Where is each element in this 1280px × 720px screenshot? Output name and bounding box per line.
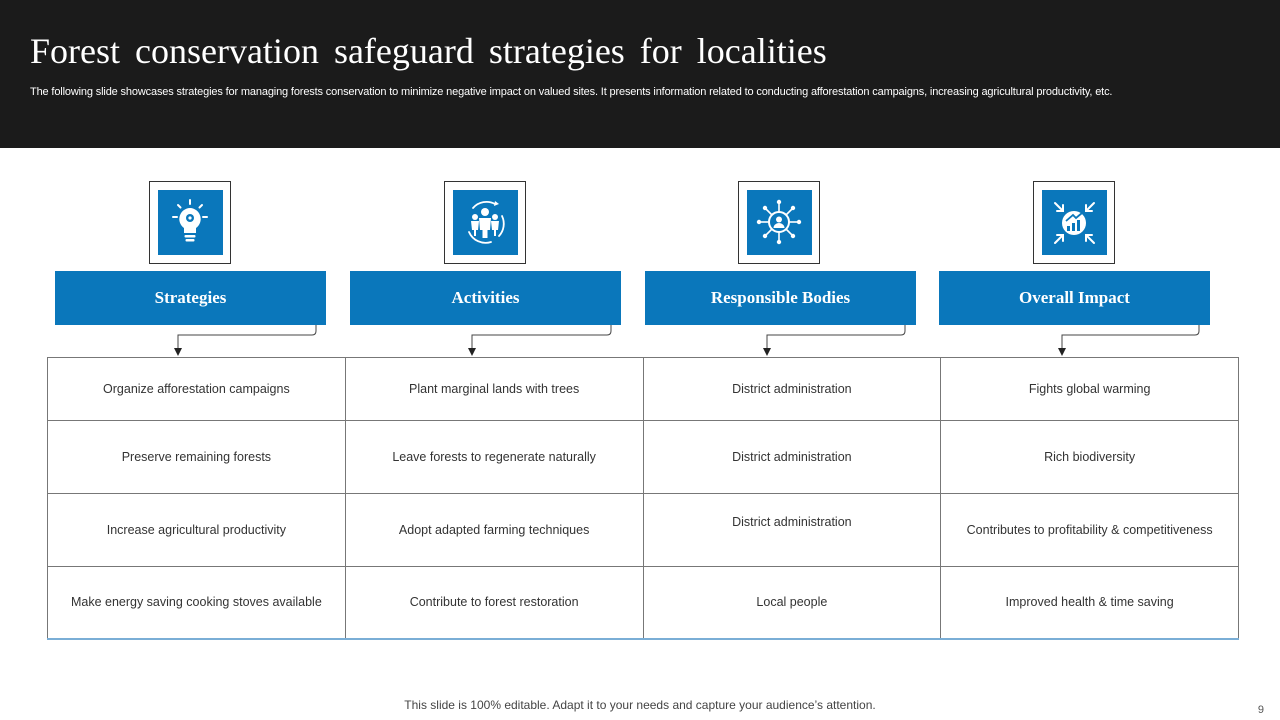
- strategies-icon-box: [149, 181, 231, 264]
- table-cell: Rich biodiversity: [941, 421, 1239, 494]
- table-cell: Increase agricultural productivity: [48, 494, 346, 567]
- overall-impact-icon-box: [1033, 181, 1115, 264]
- slide-subtitle: The following slide showcases strategies for managing forests conservation to minimize negative impact on valued sites. It presents information related to conducting afforestation campaigns, increasing agricultural productivity, etc.: [30, 86, 1113, 98]
- table-row: [48, 494, 1239, 567]
- column-header-strategies: Strategies: [55, 271, 326, 325]
- table-cell: Organize afforestation campaigns: [48, 358, 346, 421]
- network-person-icon: [747, 190, 812, 255]
- team-cycle-icon: [453, 190, 518, 255]
- table-cell: Contributes to profitability & competitiveness: [941, 494, 1239, 567]
- table-cell: Make energy saving cooking stoves available: [48, 567, 346, 639]
- table-cell: Preserve remaining forests: [48, 421, 346, 494]
- lightbulb-gear-icon: [158, 190, 223, 255]
- column-header-activities: Activities: [350, 271, 621, 325]
- table-cell: Contribute to forest restoration: [345, 567, 643, 639]
- responsible-bodies-icon-box: [738, 181, 820, 264]
- column-header-responsible-bodies: Responsible Bodies: [645, 271, 916, 325]
- table-cell: Adopt adapted farming techniques: [345, 494, 643, 567]
- growth-chart-arrows-icon: [1042, 190, 1107, 255]
- slide-title: Forest conservation safeguard strategies for localities: [30, 31, 827, 71]
- table-cell: Plant marginal lands with trees: [345, 358, 643, 421]
- footer-note: This slide is 100% editable. Adapt it to your needs and capture your audience’s attention.: [404, 698, 876, 712]
- table-row: [48, 358, 1239, 421]
- table-cell: District administration: [643, 494, 941, 567]
- table-cell: Leave forests to regenerate naturally: [345, 421, 643, 494]
- column-header-overall-impact: Overall Impact: [939, 271, 1210, 325]
- table-cell: Fights global warming: [941, 358, 1239, 421]
- table-cell: Improved health & time saving: [941, 567, 1239, 639]
- table-cell: Local people: [643, 567, 941, 639]
- page-number: 9: [1257, 704, 1264, 716]
- table-row: [48, 421, 1239, 494]
- table-row: [48, 567, 1239, 639]
- activities-icon-box: [444, 181, 526, 264]
- title-banner: [0, 0, 1280, 148]
- strategy-table: [47, 357, 1239, 640]
- table-cell: District administration: [643, 421, 941, 494]
- table-cell: District administration: [643, 358, 941, 421]
